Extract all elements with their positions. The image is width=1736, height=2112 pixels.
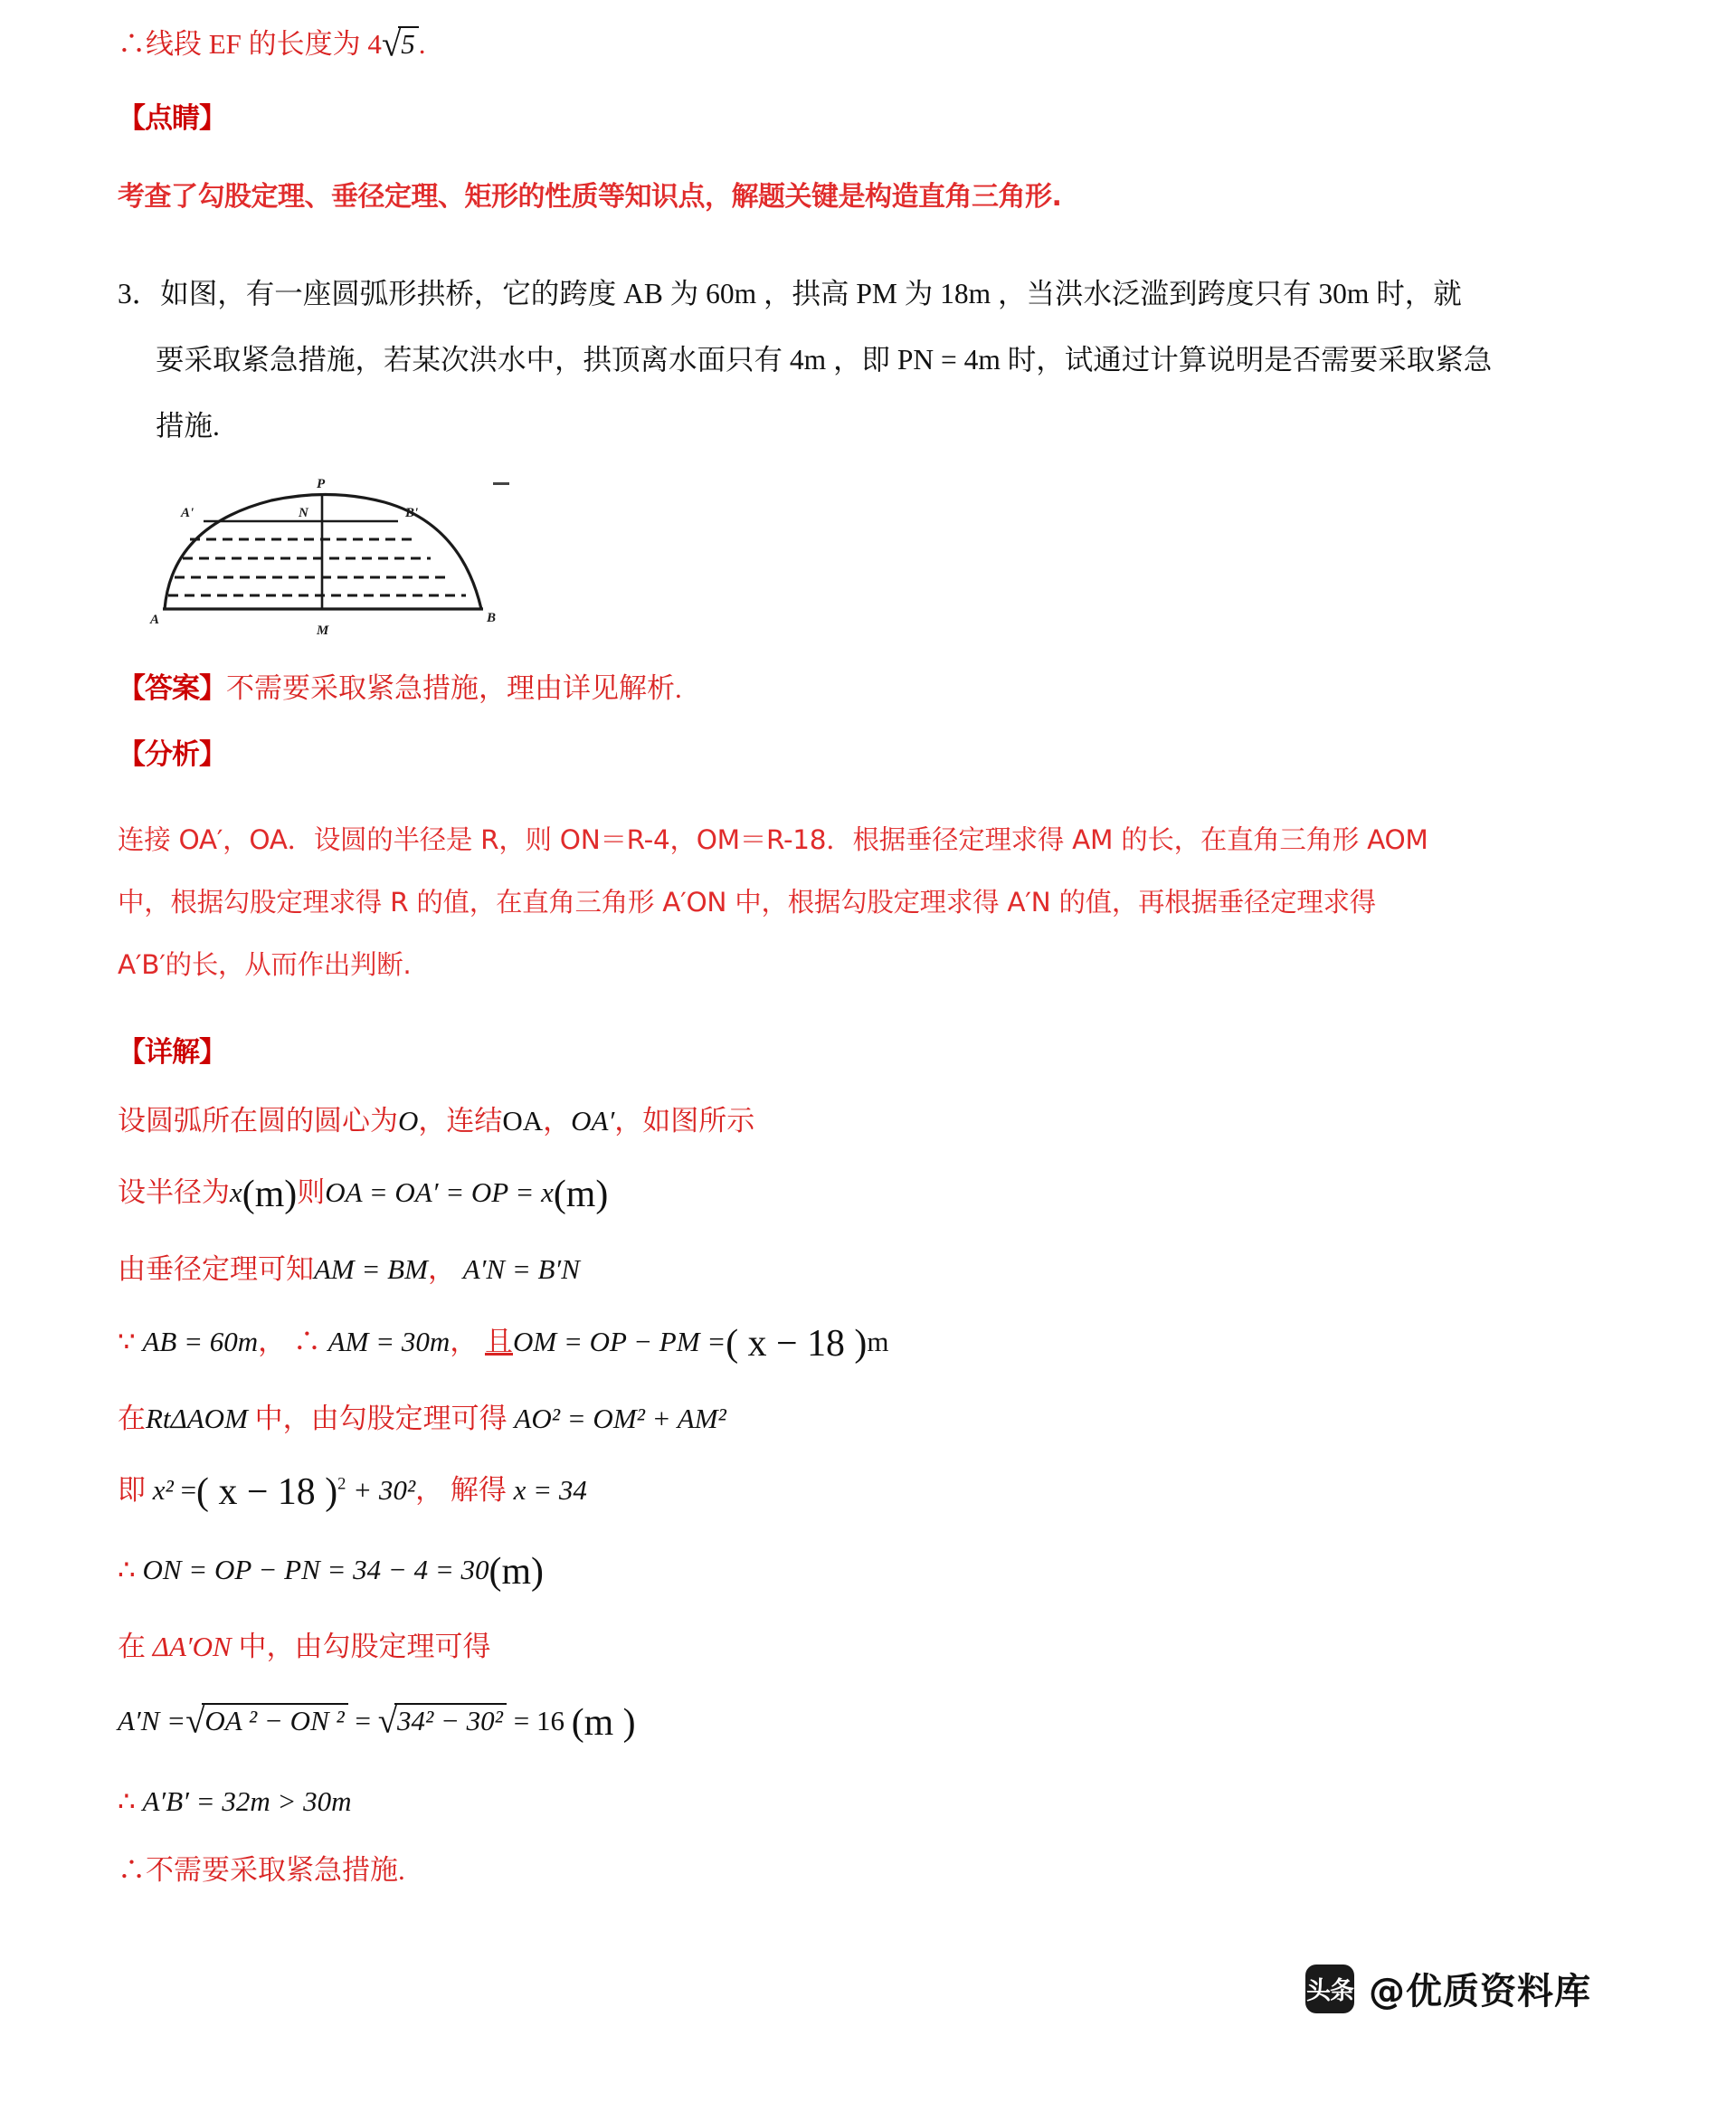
dianjing-body: 考查了勾股定理、垂径定理、矩形的性质等知识点，解题关键是构造直角三角形.: [118, 180, 1062, 213]
step9-result: = 16: [513, 1704, 564, 1736]
step2-text-b: 则: [297, 1176, 326, 1209]
step1-text-c: ，: [543, 1104, 572, 1137]
step1-text-d: ，如图所示: [614, 1104, 755, 1137]
detail-step-1: [118, 1104, 1600, 1137]
problem-statement: [118, 261, 1600, 459]
step2-unit-2: (m): [553, 1174, 609, 1216]
step6-equals: =: [180, 1474, 197, 1507]
step9-lhs: A′N =: [118, 1704, 186, 1736]
step6-paren-expr: ( x − 18 ): [196, 1471, 338, 1514]
step7-equation: ON = OP − PN = 34 − 4 = 30: [142, 1554, 489, 1586]
step2-unit-1: (m): [242, 1174, 298, 1216]
step9-radicand-1: OA ² − ON ²: [202, 1703, 347, 1736]
step7-therefore-symbol: ∴: [118, 1554, 136, 1586]
step9-equals-1: =: [355, 1704, 371, 1736]
conclusion-ef-period: .: [418, 28, 426, 60]
detail-step-9: [118, 1702, 1600, 1744]
step3-comma: ，: [427, 1253, 456, 1286]
stray-dash-mark: [493, 482, 509, 485]
arch-bridge-svg: [145, 471, 534, 639]
step9-radicand-2: 34² − 30²: [394, 1703, 507, 1736]
detail-step-8: [118, 1632, 1600, 1662]
step9-unit: (m ): [571, 1701, 636, 1744]
step4-unit: m: [867, 1325, 889, 1357]
detail-step-6: [118, 1473, 1600, 1513]
answer-line: [118, 671, 1600, 705]
analysis-line-2: 中，根据勾股定理求得 R 的值，在直角三角形 A′ON 中，根据勾股定理求得 A′N 的值，再根据垂径定理求得: [118, 886, 1376, 918]
step6-jiede: 解得: [450, 1474, 507, 1507]
step8-triangle: ΔA′ON: [152, 1631, 232, 1663]
step4-am: AM = 30m: [327, 1325, 451, 1357]
step2-var-x: x: [230, 1176, 242, 1209]
detail-tag: 【详解】: [118, 1035, 226, 1069]
step4-paren-expr: ( x − 18 ): [726, 1322, 868, 1365]
step10-equation: A′B′ = 32m > 30m: [142, 1784, 352, 1817]
toutiao-logo-icon: 头条: [1305, 1965, 1354, 2013]
step6-plus-term: + 30²: [353, 1474, 416, 1507]
figure-label-a-prime: A': [181, 505, 194, 520]
detail-step-2: [118, 1175, 1600, 1215]
step1-text-a: 设圆弧所在圆的圆心为: [118, 1104, 398, 1137]
figure-label-a: A: [150, 612, 160, 627]
step4-comma-1: ，: [258, 1325, 287, 1357]
watermark-account-name: @优质资料库: [1369, 1971, 1591, 2012]
analysis-line-1: 连接 OA′，OA．设圆的半径是 R，则 ON＝R-4，OM＝R-18．根据垂径定理求得 AM 的长，在直角三角形 AOM: [118, 823, 1428, 855]
conclusion-ef-line: [118, 24, 1600, 64]
problem-line-3: 措施.: [156, 409, 220, 442]
step4-therefore-symbol: ∴: [292, 1325, 321, 1357]
answer-tag: 【答案】: [118, 671, 226, 705]
sqrt-oa2-minus-on2: √OA ² − ON ²: [185, 1702, 348, 1737]
problem-number: 3．: [118, 277, 161, 309]
step2-text-a: 设半径为: [118, 1176, 230, 1209]
detail-step-3: [118, 1255, 1600, 1285]
step1-symbol-oa-prime: OA′: [571, 1104, 615, 1137]
detail-heading: [118, 1035, 1600, 1069]
watermark: [1305, 1963, 1591, 2014]
figure-label-p: P: [317, 476, 326, 491]
dianjing-heading: [118, 101, 1600, 135]
problem-line-2: 要采取紧急措施，若某次洪水中，拱顶离水面只有 4m ，即 PN = 4m 时，试通过计算说明是否需要采取紧急: [156, 343, 1493, 376]
analysis-heading: [118, 737, 1600, 771]
step6-outer-exponent: 2: [337, 1474, 346, 1494]
step4-qie: 且: [485, 1325, 513, 1357]
sqrt-5: √5: [382, 25, 419, 61]
detail-step-4: [118, 1322, 1600, 1365]
step11-conclusion: ∴不需要采取紧急措施.: [118, 1854, 405, 1887]
problem-line-1: [118, 261, 1600, 327]
step5-text-a: 在: [118, 1402, 146, 1434]
sqrt-34sq-minus-30sq: √34² − 30²: [378, 1702, 507, 1737]
step8-text-b: 中，由勾股定理可得: [238, 1631, 491, 1663]
step10-therefore-symbol: ∴: [118, 1784, 136, 1817]
step5-equation: AO² = OM² + AM²: [514, 1402, 726, 1434]
step7-unit: (m): [489, 1551, 544, 1594]
detail-step-5: [118, 1404, 1600, 1434]
step6-comma: ，: [415, 1474, 444, 1507]
step6-ji: 即: [118, 1474, 146, 1507]
figure-label-b: B: [487, 610, 497, 625]
arch-bridge-figure-wrap: [118, 471, 1600, 643]
figure-label-n: N: [299, 505, 308, 520]
step1-symbol-oa: OA: [502, 1104, 544, 1137]
analysis-line-3: A′B′的长，从而作出判断.: [118, 948, 412, 980]
step4-comma-2: ，: [450, 1325, 479, 1357]
conclusion-ef-text: ∴线段 EF 的长度为 4: [118, 28, 382, 60]
detail-step-7: [118, 1553, 1600, 1593]
analysis-body: [118, 809, 1600, 996]
step3-eq-1: AM = BM: [314, 1253, 428, 1286]
detail-step-11: [118, 1856, 1600, 1886]
step3-eq-2: A′N = B′N: [462, 1253, 580, 1286]
step6-x-squared: x²: [152, 1474, 174, 1507]
step3-text-a: 由垂径定理可知: [118, 1253, 314, 1286]
arch-bridge-figure: [145, 471, 534, 639]
step4-om: OM = OP − PM =: [513, 1325, 726, 1357]
dianjing-tag: 【点睛】: [118, 101, 226, 135]
step8-text-a: 在: [118, 1631, 146, 1663]
step1-symbol-o: O: [398, 1104, 419, 1137]
figure-label-b-prime: B': [405, 505, 419, 520]
step4-because-symbol: ∵: [118, 1325, 136, 1357]
step2-equation: OA = OA′ = OP = x: [325, 1176, 554, 1209]
step5-text-b: 中，由勾股定理可得: [254, 1402, 508, 1434]
problem-line-1-text: 如图，有一座圆弧形拱桥，它的跨度 AB 为 60m ，拱高 PM 为 18m ，当洪水泛滥到跨度只有 30m 时，就: [160, 277, 1462, 309]
answer-body: 不需要采取紧急措施，理由详见解析.: [226, 671, 682, 704]
step6-solution: x = 34: [513, 1474, 587, 1507]
figure-label-m: M: [317, 623, 329, 638]
step1-text-b: ，连结: [418, 1104, 503, 1137]
step5-rt-triangle: RtΔAOM: [146, 1402, 248, 1434]
detail-step-10: [118, 1784, 1600, 1817]
analysis-tag: 【分析】: [118, 737, 226, 771]
sqrt-5-radicand: 5: [398, 26, 419, 58]
step4-ab: AB = 60m: [142, 1325, 259, 1357]
